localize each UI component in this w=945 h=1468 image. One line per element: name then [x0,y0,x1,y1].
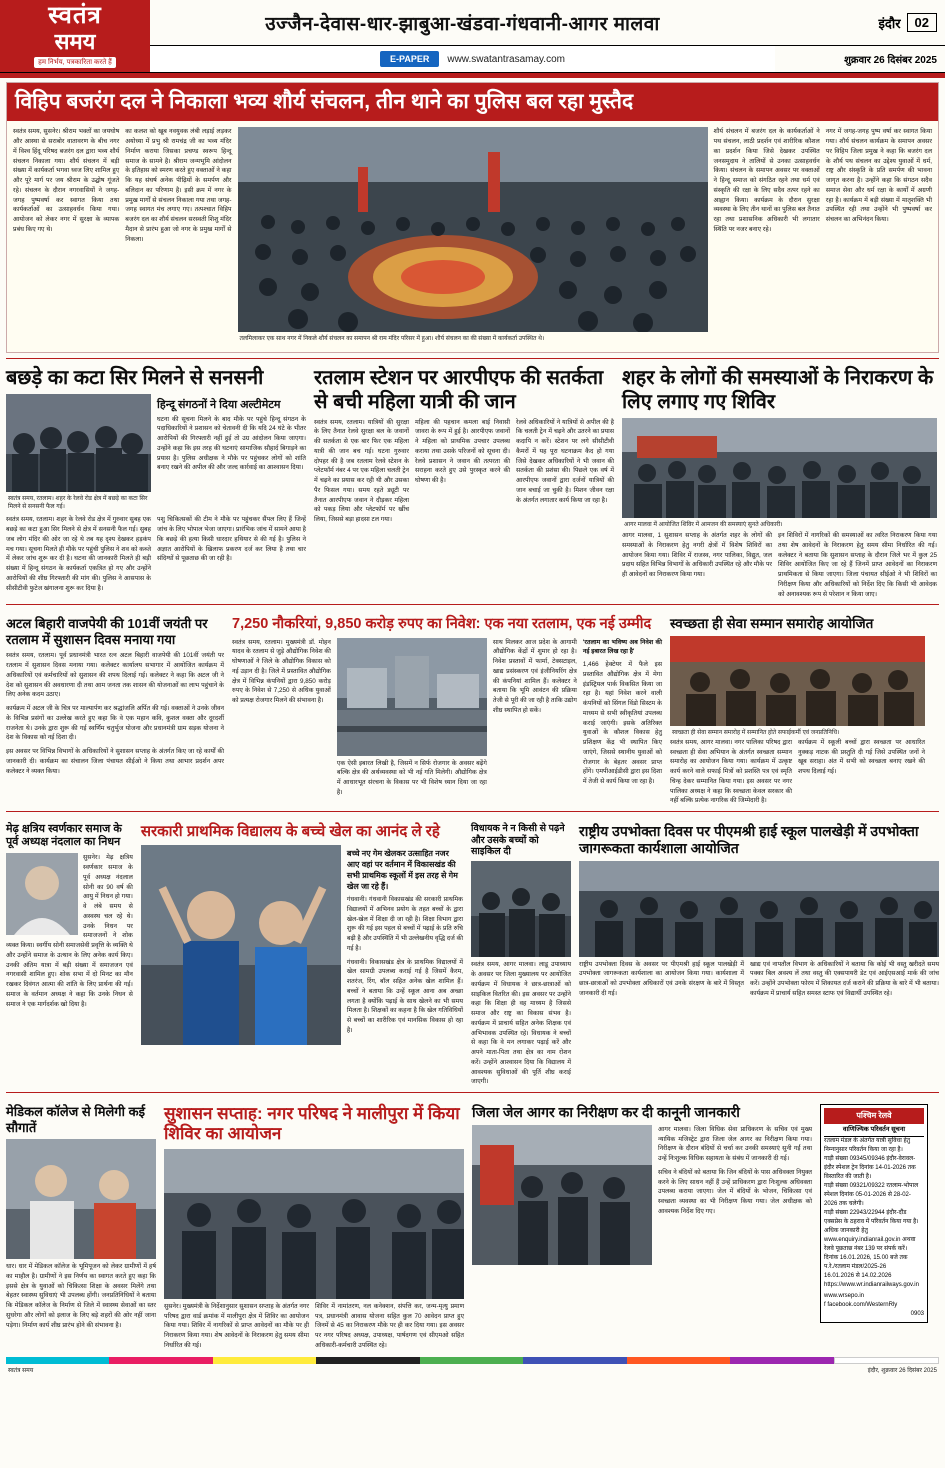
story-obituary-text: सुसनेर। मेढ़ क्षत्रिय स्वर्णकार समाज के पूर्व अध्यक्ष नंदलाल सोनी का 90 वर्ष की आयु में निधन हो गया। वे लंबे समय से अस्वस्थ चल रहे थे। उनके निधन पर समाजजनों ने शोक व्यक्त किया। स्वर्गीय सोनी समाजसेवी प्रवृत्ति के व्यक्ति थे और उन्होंने समाज के उत्थान के लिए अनेक कार्य किए। उनकी अंतिम यात्रा में बड़ी संख्या में समाजजन एवं नगरवासी शामिल हुए। शोक सभा में दो मिनट का मौन रखकर दिवंगत आत्मा की शांति के लिए प्रार्थना की गई। समाज के वर्तमान अध्यक्ष ने कहा कि उनके निधन से समाज ने एक मार्गदर्शक खो दिया है। [6,854,133,1008]
lead-photo-art [238,127,708,332]
story-school-games [141,823,463,1087]
story-atal [6,616,224,806]
story-rpf-text3: रेलवे अधिकारियों ने यात्रियों से अपील की है कि चलती ट्रेन में चढ़ने और उतरने का प्रयास कदापि न करें। स्टेशन पर लगे सीसीटीवी कैमरों में यह पूरा घटनाक्रम कैद हो गया जिसे देखकर अधिकारियों ने भी जवान की सतर्कता की प्रशंसा की। पिछले एक वर्ष में आरपीएफ जवानों द्वारा दर्जनों यात्रियों की जान बचाई जा चुकी है। मिशन जीवन रक्षा के अंतर्गत लगातार कार्य किया जा रहा है। [516,418,614,504]
story-susasan-camp-text1: सुसनेर। मुख्यमंत्री के निर्देशानुसार सुशासन सप्ताह के अंतर्गत नगर परिषद द्वारा वार्ड क्रमांक में मालीपुरा क्षेत्र में शिविर का आयोजन किया गया। शिविर में नागरिकों से प्राप्त आवेदनों का मौके पर ही निराकरण किया गया। शेष आवेदनों के निराकरण हेतु समय सीमा निर्धारित की गई। [164,1302,309,1349]
story-school-games-headline: सरकारी प्राथमिक विद्यालय के बच्चे खेल का आनंद ले रहे [140,823,440,841]
story-jail-inspection-text1: आगर मालवा। जिला विधिक सेवा प्राधिकरण के सचिव एवं मुख्य न्यायिक मजिस्ट्रेट द्वारा जिला जेल आगर का निरीक्षण किया गया। निरीक्षण के दौरान बंदियों से चर्चा कर उनकी समस्याएं सुनी गईं तथा उन्हें निःशुल्क विधिक सहायता के संबंध में जानकारी दी गई। [658,1125,812,1163]
lead-photo-block [238,127,708,343]
edition-line: उज्जैन-देवास-धार-झाबुआ-खंडवा-गंधवानी-आगर मालवा [265,13,660,35]
story-swachhata-photo-art [670,636,925,726]
story-swachhata-text2: कार्यक्रम में स्कूली बच्चों द्वारा स्वच्छता पर आधारित नुक्कड़ नाटक की प्रस्तुति दी गई जिसे उपस्थित जनों ने खूब सराहा। अंत में सभी को स्वच्छता बनाए रखने की शपथ दिलाई गई। [798,738,925,776]
story-obituary-portrait [6,853,78,935]
story-jail-inspection-text2: सचिव ने बंदियों को बताया कि जिन बंदियों के पास अधिवक्ता नियुक्त करने के लिए साधन नहीं हैं उन्हें प्राधिकरण द्वारा निःशुल्क अधिवक्ता उपलब्ध कराया जाएगा। जेल में बंदियों के भोजन, चिकित्सा एवं स्वच्छता व्यवस्था का भी निरीक्षण किया गया। जेल अधीक्षक को आवश्यक निर्देश दिए गए। [658,1168,812,1215]
story-camp-photo-art [622,418,937,518]
story-swachhata-text1: स्वतंत्र समय, आगर मालवा। नगर पालिका परिषद द्वारा स्वच्छता ही सेवा अभियान के अंतर्गत स्वच्छता सम्मान समारोह का आयोजन किया गया। कार्यक्रम में उत्कृष्ट कार्य करने वाले सफाई मित्रों को प्रशस्ति पत्र एवं स्मृति चिन्ह देकर सम्मानित किया गया। इस अवसर पर नगर पालिका अध्यक्ष ने कहा कि स्वच्छता केवल सरकार की नहीं बल्कि प्रत्येक नागरिक की जिम्मेदारी है। [670,738,792,805]
story-investment-quote-title: 'रतलाम का भविष्य अब निवेश की नई इबारत लिख रहा है' [582,638,662,656]
edition-line-wrap [150,0,775,46]
story-rpf-headline: रतलाम स्टेशन पर आरपीएफ की सतर्कता से बची महिला यात्री की जान [314,366,604,413]
band-four [0,817,945,1087]
story-susasan-camp-headline: सुशासन सप्ताह: नगर परिषद ने मालीपुरा में किया शिविर का आयोजन [164,1104,460,1144]
story-consumer-day-headline: राष्ट्रीय उपभोक्ता दिवस पर पीएमश्री हाई स्कूल पालखेड़ी में उपभोक्ता जागरूकता कार्यशाला आयोजित [579,823,919,856]
story-rpf-text1: स्वतंत्र समय, रतलाम। यात्रियों की सुरक्षा के लिए तैनात रेलवे सुरक्षा बल के जवानों की सतर्कता से एक बार फिर एक महिला यात्री की जान बच गई। घटना गुरुवार दोपहर की है जब रतलाम रेलवे स्टेशन के प्लेटफॉर्म नंबर 4 पर एक महिला चलती ट्रेन में चढ़ने का प्रयास कर रही थी और उसका पैर फिसल गया। समय रहते ड्यूटी पर तैनात आरपीएफ जवान ने दौड़कर महिला को पकड़ लिया और प्लेटफॉर्म पर खींच लिया, जिससे बड़ा हादसा टल गया। [314,418,409,524]
story-medical-college-photo-art [6,1139,156,1259]
story-consumer-day-text1: राष्ट्रीय उपभोक्ता दिवस के अवसर पर पीएमश्री हाई स्कूल पालखेड़ी में उपभोक्ता जागरूकता कार्यशाला का आयोजन किया गया। कार्यशाला में छात्र-छात्राओं को उपभोक्ता अधिकारों एवं उनके संरक्षण के बारे में विस्तृत जानकारी दी गई। [579,960,744,997]
story-medical-college-headline: मेडिकल कॉलेज से मिलेगी कई सौगातें [6,1104,145,1135]
railway-ad-line-6: प.रे./रतलाम मंडल/2025-26 [824,1263,887,1270]
story-mla-cycle-photo [471,861,571,957]
strip-green [420,1357,523,1364]
lead-col-1: स्वतंत्र समय, सुसनेर। श्रीराम भक्तों का जयघोष और आस्था से सराबोर वातावरण के बीच नगर में विश्व हिंदू परिषद बजरंग दल द्वारा भव्य शौर्य संचलन निकाला गया। शौर्य संचलन में बड़ी संख्या में कार्यकर्ता भगवा ध्वज लिए शामिल हुए और पूरे मार्ग पर जय श्रीराम के उद्घोष गूंजते रहे। संचलन के दौरान नगरवासियों ने जगह-जगह पुष्पवर्षा कर स्वागत किया तथा कार्यकर्ताओं का उत्साहवर्धन किया गया। आयोजन को लेकर नगर में सुरक्षा के व्यापक प्रबंध किए गए थे। [13,128,120,233]
strip-magenta [109,1357,212,1364]
railway-ad-line-0: रतलाम मंडल के अंतर्गत यात्री सुविधा हेतु निम्नानुसार परिवर्तन किया जा रहा है। [824,1137,911,1153]
lead-headline: विहिप बजरंग दल ने निकाला भव्य शौर्य संचलन, तीन थाने का पुलिस बल रहा मुस्तैद [7,83,938,121]
story-susasan-camp-photo-art [164,1149,464,1299]
railway-ad-line-2: गाड़ी संख्या 09321/09322 रतलाम-भोपाल स्पेशल दिनांक 05-01-2026 से 28-02-2026 तक चलेगी। [824,1182,919,1207]
story-rpf-text2: महिला की पहचान कमला बाई निवासी जावरा के रूप में हुई है। आरपीएफ जवानों ने महिला को प्राथमिक उपचार उपलब्ध कराया तथा उसके परिजनों को सूचना दी। रेलवे प्रशासन ने जवान की तत्परता की सराहना करते हुए उसे पुरस्कृत करने की घोषणा की है। [415,418,510,485]
color-register-strip [6,1357,939,1364]
story-camp-text2: इन शिविरों में नागरिकों की समस्याओं का त्वरित निराकरण किया गया तथा शेष आवेदनों के निराकरण हेतु समय सीमा निर्धारित की गई। कलेक्टर ने बताया कि सुशासन सप्ताह के दौरान जिले भर में कुल 25 शिविर आयोजित किए जा रहे हैं जिनमें प्राप्त आवेदनों का निराकरण प्राथमिकता से किया जाएगा। जिला पंचायत सीईओ ने भी शिविरों का निरीक्षण किया और अधिकारियों को निर्देश दिए कि किसी भी आवेदक को अनावश्यक रूप से परेशान न किया जाए। [778,532,937,598]
story-calf-text1: स्वतंत्र समय, रतलाम। शहर के रेलवे रोड क्षेत्र में गुरुवार सुबह एक बछड़े का कटा हुआ सिर मिलने से क्षेत्र में सनसनी फैल गई। सुबह जब लोग मंदिर की ओर जा रहे थे तब यह दृश्य देखकर हड़कंप मच गया। सूचना मिलते ही मौके पर पहुंची पुलिस ने शव को कब्जे में लेकर जांच शुरू कर दी है। घटना की जानकारी मिलते ही बड़ी संख्या में हिन्दू संगठन के कार्यकर्ता एकत्रित हो गए और उन्होंने आरोपियों की शीघ्र गिरफ्तारी की मांग की। पुलिस ने आसपास के सीसीटीवी फुटेज खंगालना शुरू कर दिया है। [6,516,151,592]
story-medical-college-photo [6,1139,156,1259]
story-consumer-day-photo-art [579,861,939,957]
story-calf-subhead: हिन्दू संगठनों ने दिया अल्टीमेटम [157,398,281,411]
lead-col-3: शौर्य संचलन में बजरंग दल के कार्यकर्ताओं ने पथ संचलन, लाठी प्रदर्शन एवं शारीरिक कौशल का प्रदर्शन किया जिसे देखकर उपस्थित जनसमुदाय ने तालियों से उनका उत्साहवर्धन किया। संचलन के समापन अवसर पर वक्ताओं ने हिन्दू समाज को संगठित रहने तथा धर्म एवं संस्कृति की रक्षा के लिए सदैव तत्पर रहने का आह्वान किया। कार्यक्रम के दौरान सुरक्षा व्यवस्था के लिए तीन थानों का पुलिस बल तैनात रहा तथा प्रशासनिक अधिकारी भी लगातार स्थिति पर नजर बनाए रहे। [713,128,820,233]
lead-col-2: का कलश को खूब नवयुवक लंबी लड़ाई लड़कर अयोध्या में प्रभु श्री रामचंद्र जी का भव्य मंदिर निर्माण कराया जिसका प्रचण्ड स्वरूप हिन्दू समाज के सामने है। श्रीराम जन्मभूमि आंदोलन के इतिहास को स्मरण करते हुए वक्ताओं ने कहा कि यह संघर्ष अनेक पीढ़ियों के समर्पण और बलिदान का परिणाम है। इसी क्रम में नगर के प्रमुख मार्गों से संचलन निकाला गया तथा जगह-जगह स्वागत मंच लगाए गए। तत्पश्चात विहिप बजरंग दल का शौर्य संचलन सरस्वती शिशु मंदिर मैदान से प्रारंभ हुआ जो नगर के प्रमुख मार्गों से निकला। [125,128,232,243]
masthead-webbar [150,46,775,72]
railway-ad-line-3: गाड़ी संख्या 22943/22944 इंदौर-दौंड एक्सप्रेस के ठहराव में परिवर्तन किया गया है। [824,1209,919,1225]
railway-notice-ad [820,1104,928,1351]
page-number: 02 [907,13,937,32]
strip-black [316,1357,419,1364]
story-jail-inspection-headline: जिला जेल आगर का निरीक्षण कर दी कानूनी जानकारी [472,1104,740,1121]
story-swachhata-caption: स्वच्छता ही सेवा सम्मान समारोह में सम्मानित होते सफाईकर्मी एवं जनप्रतिनिधि। [672,730,840,737]
story-investment-photo-art [337,638,487,756]
story-camp-caption: आगर मालवा में आयोजित शिविर में आमजन की समस्याएं सुनते अधिकारी। [624,521,783,528]
strip-white [834,1357,939,1364]
story-atal-text1: स्वतंत्र समय, रतलाम। पूर्व प्रधानमंत्री भारत रत्न अटल बिहारी वाजपेयी की 101वीं जयंती पर रतलाम में सुशासन दिवस मनाया गया। कलेक्टर कार्यालय सभागार में आयोजित कार्यक्रम में अधिकारियों एवं कर्मचारियों को सुशासन की शपथ दिलाई गई। कलेक्टर ने कहा कि अटल जी ने देश को सुशासन की अवधारणा दी तथा आम जनता तक शासन की योजनाओं का लाभ पहुंचाने के लिए अनेक कदम उठाए। [6,652,224,699]
story-school-games-photo [141,845,341,1045]
strip-cyan [6,1357,109,1364]
strip-orange [627,1357,730,1364]
band-three [0,610,945,806]
story-calf-photo-art [6,394,151,492]
story-investment [232,616,662,806]
masthead-rule [0,73,945,78]
railway-ad-line-5: दिनांक 16.01.2026, 15.00 बजे तक [824,1254,908,1261]
story-medical-college-text: धार। धार में मेडिकल कॉलेज के भूमिपूजन को लेकर ग्रामीणों में हर्ष का माहौल है। ग्रामीणों ने इस निर्णय का स्वागत करते हुए कहा कि इससे क्षेत्र के युवाओं को चिकित्सा शिक्षा के अवसर मिलेंगे तथा बेहतर स्वास्थ्य सुविधाएं भी उपलब्ध होंगी। जनप्रतिनिधियों ने बताया कि मेडिकल कॉलेज के निर्माण से जिले में स्वास्थ्य सेवाओं का स्तर सुधरेगा और लोगों को इलाज के लिए बड़े शहरों की ओर नहीं जाना पड़ेगा। निर्माण कार्य शीघ्र प्रारंभ होने की संभावना है। [6,1263,156,1329]
railway-ad-line-1: गाड़ी संख्या 09345/09346 इंदौर-वेरावल-इंदौर स्पेशल ट्रेन दिनांक 14-01-2026 तक विस्तारित की जाती है। [824,1155,916,1180]
lead-photo [238,127,708,332]
story-jail-inspection-photo-art [472,1125,652,1265]
story-school-games-text2: गंधवानी। विकासखंड क्षेत्र के प्राथमिक विद्यालयों में खेल सामग्री उपलब्ध कराई गई है जिसमें कैरम, शतरंज, रिंग, बॉल सहित अनेक खेल शामिल हैं। बच्चों ने बताया कि उन्हें स्कूल आना अब अच्छा लगता है क्योंकि पढ़ाई के साथ खेलने का भी समय मिलता है। शिक्षकों का कहना है कि खेल गतिविधियों से बच्चों का शारीरिक एवं मानसिक विकास हो रहा है। [346,958,463,1034]
story-susasan-camp [164,1104,464,1351]
city-page-wrap [775,0,945,46]
story-camp-text1: आगर मालवा, 1 सुशासन सप्ताह के अंतर्गत शहर के लोगों की समस्याओं के निराकरण हेतु नगरी क्षेत्रों में विशेष शिविरों का आयोजन किया गया। शिविर में राजस्व, नगर पालिका, विद्युत, जल प्रदाय सहित विभिन्न विभागों के अधिकारी उपस्थित रहे और मौके पर ही आवेदनों का निराकरण किया गया। [622,532,772,579]
city-label: इंदौर [878,15,901,31]
lead-photo-caption: तलमिलाकर एक साथ नगर में निकले शौर्य संचलन का समापन श्री राम मंदिर परिसर में हुआ। शौर्य संचलन का की संख्या में कार्यकर्ता उपस्थित थे। [239,336,545,343]
story-school-games-subhead: बच्चे नए गेम खेलकर उत्साहित नजर आए वहां पर वर्तमान में विकासखंड की सभी प्राथमिक स्कूलों में इस तरह से गेम खेल जा रहे हैं। [346,849,458,892]
railway-ad-line-7: 16.01.2026 से 14.02.2026 [824,1272,892,1279]
story-investment-text3: साथ मिलकर आज प्रदेश के आगामी औद्योगिक केंद्रों में शुमार हो रहा है। निवेश प्रस्तावों में फार्मा, टेक्सटाइल, खाद्य प्रसंस्करण एवं इंजीनियरिंग क्षेत्र की कंपनियां शामिल हैं। कलेक्टर ने बताया कि भूमि आवंटन की प्रक्रिया तेजी से पूरी की जा रही है ताकि उद्योग शीघ्र स्थापित हो सकें। [492,638,577,714]
story-obituary-portrait-art [6,853,78,935]
story-susasan-camp-text2: शिविर में नामांतरण, नल कनेक्शन, संपत्ति कर, जन्म-मृत्यु प्रमाण पत्र, प्रधानमंत्री आवास योजना सहित कुल 70 आवेदन प्राप्त हुए जिनमें से 45 का निराकरण मौके पर ही कर दिया गया। इस अवसर पर नगर परिषद अध्यक्ष, उपाध्यक्ष, पार्षदगण एवं सीएमओ सहित अधिकारी-कर्मचारी उपस्थित रहे। [315,1302,464,1349]
footer-left: स्वतंत्र समय [8,1367,34,1374]
story-swachhata [670,616,925,806]
story-camp-headline: शहर के लोगों की समस्याओं के निराकरण के लिए लगाए गए शिविर [622,366,934,413]
masthead-middle [150,0,775,72]
railway-ad-line-8[interactable]: https://www.wr.indianrailways.gov.in [824,1281,919,1288]
section-divider-2 [6,604,939,605]
newspaper-logo [0,0,150,72]
band-five [0,1098,945,1351]
story-calf-photo [6,394,151,492]
lead-body [7,121,938,351]
story-investment-headline: 7,250 नौकरियां, 9,850 करोड़ रुपए का निवेश: एक नया रतलाम, एक नई उम्मीद [232,616,652,633]
page-footer [0,1364,945,1376]
story-susasan-camp-photo [164,1149,464,1299]
section-divider-4 [6,1092,939,1093]
railway-ad-code: 0903 [910,1310,924,1317]
section-divider-1 [6,358,939,359]
story-consumer-day-text2: खाद्य एवं नापतौल विभाग के अधिकारियों ने बताया कि कोई भी वस्तु खरीदते समय पक्का बिल अवश्य लें तथा वस्तु की एक्सपायरी डेट एवं आईएसआई मार्क की जांच करें। उन्होंने उपभोक्ता फोरम में शिकायत दर्ज कराने की प्रक्रिया के बारे में भी बताया। कार्यक्रम में प्राचार्य सहित समस्त स्टाफ एवं विद्यार्थी उपस्थित रहे। [750,960,939,997]
story-rpf [314,366,614,600]
story-atal-text2: कार्यक्रम में अटल जी के चित्र पर माल्यार्पण कर श्रद्धांजलि अर्पित की गई। वक्ताओं ने उनके जीवन के विभिन्न प्रसंगों का उल्लेख करते हुए कहा कि वे एक महान कवि, कुशल वक्ता और दूरदर्शी राजनेता थे। उनके द्वारा शुरू की गई स्वर्णिम चतुर्भुज योजना और प्रधानमंत्री ग्राम सड़क योजना ने देश के विकास को नई दिशा दी। [6,705,224,742]
story-medical-college [6,1104,156,1351]
logo-tagline: हम निर्भय, पत्रकारिता करते हैं [34,57,116,68]
story-investment-text1: स्वतंत्र समय, रतलाम। मुख्यमंत्री डॉ. मोहन यादव के रतलाम से जुड़े औद्योगिक निवेश की घोषणाओं ने जिले के औद्योगिक विकास को नई उड़ान दी है। जिले में प्रस्तावित औद्योगिक क्षेत्र में विभिन्न कंपनियों द्वारा 9,850 करोड़ रुपए के निवेश से 7,250 से अधिक युवाओं को प्रत्यक्ष रोजगार मिलने की संभावना है। [232,638,331,705]
story-atal-text3: इस अवसर पर विभिन्न विभागों के अधिकारियों ने सुशासन सप्ताह के अंतर्गत किए जा रहे कार्यों की जानकारी दी। कार्यक्रम का संचालन जिला पंचायत सीईओ ने किया तथा आभार प्रदर्शन अपर कलेक्टर ने व्यक्त किया। [6,748,224,775]
website-url[interactable]: www.swatantrasamay.com [447,53,565,65]
story-swachhata-photo [670,636,925,726]
story-consumer-day-photo [579,861,939,957]
logo-line2: समय [54,28,96,54]
railway-ad-heading: पश्चिम रेलवे [824,1108,924,1124]
story-mla-cycle [471,823,571,1087]
strip-purple [730,1357,833,1364]
story-mla-cycle-headline: विधायक ने न किसी से पढ़ने और उसके बच्चों को साइकिल दी [471,823,565,857]
lead-col-4: नगर में जगह-जगह पुष्प वर्षा कर स्वागत किया गया। शौर्य संचलन कार्यक्रम के समापन अवसर पर विहिप जिला प्रमुख ने कहा कि बजरंग दल के शौर्य पथ संचलन का उद्देश्य युवाओं में धर्म, राष्ट्र और संस्कृति के प्रति समर्पण की भावना जागृत करना है। उन्होंने कहा कि संगठन सदैव समाज सेवा और धर्म रक्षा के कार्यों में अग्रणी रहा है। कार्यक्रम में बड़ी संख्या में मातृशक्ति भी उपस्थित रही तथा उन्होंने भी पुष्पवर्षा कर संचलन का अभिनंदन किया। [825,128,932,223]
footer-right: इंदौर, शुक्रवार 26 दिसंबर 2025 [867,1367,937,1374]
story-calf-head [6,366,306,600]
story-jail-inspection [472,1104,812,1351]
masthead-right [775,0,945,72]
strip-yellow [213,1357,316,1364]
story-camp [622,366,937,600]
railway-ad-facebook[interactable]: f facebook.com/WesternRly [824,1301,898,1308]
lead-story [6,82,939,353]
story-calf-text2: घटना की सूचना मिलने के बाद मौके पर पहुंचे हिन्दू संगठन के पदाधिकारियों ने प्रशासन को चेतावनी दी कि यदि 24 घंटे के भीतर आरोपियों की गिरफ्तारी नहीं हुई तो उग्र आंदोलन किया जाएगा। उन्होंने कहा कि इस तरह की घटनाएं सामाजिक सौहार्द बिगाड़ने का प्रयास है। पुलिस अधीक्षक ने मौके पर पहुंचकर लोगों को शांति बनाए रखने की अपील की और जल्द कार्रवाई का आश्वासन दिया। [157,415,306,472]
story-investment-photo [337,638,487,756]
story-swachhata-headline: स्वच्छता ही सेवा सम्मान समारोह आयोजित [670,616,874,632]
story-consumer-day [579,823,939,1087]
story-obituary [6,823,133,1087]
story-school-games-photo-art [141,845,341,1045]
story-calf-caption: स्वतंत्र समय, रतलाम। शहर के रेलवे रोड क्षेत्र में बछड़े का कटा सिर मिलने से सनसनी फैल गई। [8,495,148,511]
story-investment-quote-body: 1,466 हेक्टेयर में फैले इस प्रस्तावित औद्योगिक क्षेत्र में मेगा इंडस्ट्रियल पार्क विकसित किया जा रहा है। यहां निवेश करने वाली कंपनियों को सिंगल विंडो सिस्टम के माध्यम से सभी स्वीकृतियां उपलब्ध कराई जाएंगी। इसके अतिरिक्त युवाओं के कौशल विकास हेतु प्रशिक्षण केंद्र भी स्थापित किए जाएंगे, जिससे स्थानीय युवाओं को रोजगार के बेहतर अवसर प्राप्त होंगे। एमपीआईडीसी द्वारा इस दिशा में तेजी से कार्य किया जा रहा है। [582,661,662,786]
railway-ad-subheading: वाणिज्यिक परिवर्तन सूचना [824,1124,924,1137]
strip-blue [523,1357,626,1364]
story-calf-text3: पशु चिकित्सकों की टीम ने मौके पर पहुंचकर सैंपल लिए हैं जिन्हें जांच के लिए भोपाल भेजा जाएगा। प्रारंभिक जांच में सामने आया है कि बछड़े की हत्या किसी धारदार हथियार से की गई है। पुलिस ने अज्ञात आरोपियों के खिलाफ प्रकरण दर्ज कर लिया है तथा चार संदिग्धों से पूछताछ की जा रही है। [157,516,306,563]
railway-ad-box [820,1104,928,1323]
logo-line1: स्वतंत्र [48,1,102,29]
story-calf-headline: बछड़े का कटा सिर मिलने से सनसनी [6,366,264,389]
story-atal-headline: अटल बिहारी वाजपेयी की 101वीं जयंती पर रतलाम में सुशासन दिवस मनाया गया [6,616,208,647]
railway-ad-website[interactable]: www.wrsepo.in [824,1292,865,1299]
issue-date: शुक्रवार 26 दिसंबर 2025 [844,55,937,66]
story-mla-cycle-photo-art [471,861,571,957]
masthead [0,0,945,73]
story-jail-inspection-photo [472,1125,652,1265]
band-two [0,364,945,600]
story-camp-photo [622,418,937,518]
epaper-button[interactable]: E-PAPER [380,51,439,67]
story-investment-text2: एक ऐसी इबारत लिखी है, जिसमें न सिर्फ रोजगार के अवसर बढ़ेंगे बल्कि क्षेत्र की अर्थव्यवस्था को भी नई गति मिलेगी। औद्योगिक क्षेत्र में आधारभूत संरचना के विकास पर भी विशेष ध्यान दिया जा रहा है। [336,759,487,796]
railway-ad-line-4: अधिक जानकारी हेतु www.enquiry.indianrail.gov.in अथवा रेलवे पूछताछ नंबर 139 पर संपर्क करें। [824,1227,916,1252]
story-obituary-headline: मेढ़ क्षत्रिय स्वर्णकार समाज के पूर्व अध्यक्ष नंदलाल का निधन [6,823,122,849]
section-divider-3 [6,811,939,812]
story-school-games-text1: गंधवानी। गंधवानी विकासखंड की सरकारी प्राथमिक विद्यालयों में अभिनव प्रयोग के तहत बच्चों के द्वारा खेल-खेल में शिक्षा दी जा रही है। शिक्षा विभाग द्वारा शुरू की गई इस पहल से बच्चों में पढ़ाई के प्रति रुचि बढ़ी है और उपस्थिति में भी उल्लेखनीय वृद्धि दर्ज की गई है। [346,896,463,952]
story-mla-cycle-text: स्वतंत्र समय, आगर मालवा। लाडू उपाध्याय के अवसर पर जिला मुख्यालय पर आयोजित कार्यक्रम में विधायक ने छात्र-छात्राओं को साइकिल वितरित की। इस अवसर पर उन्होंने कहा कि शिक्षा ही वह माध्यम है जिससे समाज और राष्ट्र का विकास संभव है। कार्यक्रम में प्राचार्य सहित अनेक शिक्षक एवं अभिभावक उपस्थित रहे। विधायक ने बच्चों से कहा कि वे मन लगाकर पढ़ाई करें और अपने माता-पिता तथा क्षेत्र का नाम रोशन करें। उन्होंने आश्वासन दिया कि विद्यालय में आवश्यक सुविधाओं की पूर्ति शीघ्र कराई जाएगी। [471,961,571,1086]
